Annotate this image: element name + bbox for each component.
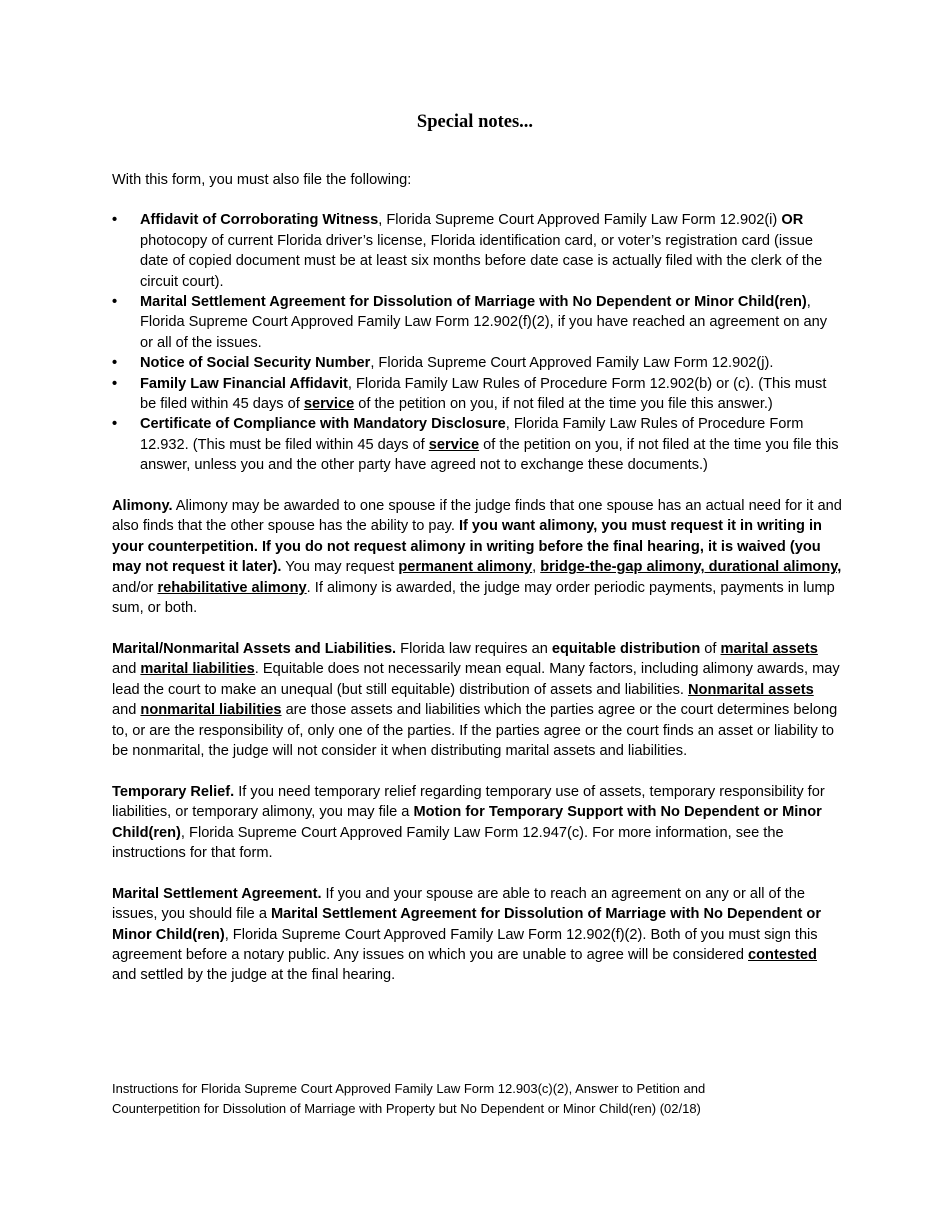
page-title: Special notes... — [416, 112, 534, 132]
footer-line: Instructions for Florida Supreme Court Approved Family Law Form 12.903(c)(2), Answer to Petition and — [112, 1081, 706, 1096]
marital-liabilities-link[interactable]: marital liabilities — [140, 661, 255, 678]
section-text: . Equitable does not necessarily mean equal. Many factors, including alimony awards, may lead the court to make an unequal (but still equitable) distribution of assets and liabilities. — [112, 661, 840, 698]
item-text: , Florida Supreme Court Approved Family Law Form 12.902(i) — [378, 212, 782, 229]
section-heading: Marital/Nonmarital Assets and Liabilities. — [112, 640, 397, 657]
nonmarital-liabilities-link[interactable]: nonmarital liabilities — [140, 702, 282, 719]
bullet-icon: • — [112, 212, 118, 229]
section-heading: Temporary Relief. — [112, 783, 235, 800]
section-text: , — [532, 559, 541, 576]
list-item-financial-affidavit — [112, 374, 842, 415]
section-text: , Florida Supreme Court Approved Family Law Form 12.902(f)(2). Both of you must sign this agreement before a notary public. Any issues on which you are unable to agree will be considered — [112, 926, 818, 963]
section-text: and — [112, 702, 141, 719]
item-title: Family Law Financial Affidavit — [140, 375, 348, 392]
section-text: of — [700, 640, 721, 657]
section-text: Alimony may be awarded to one spouse if the judge finds that one spouse has an actual need for it and also finds that the other spouse has the ability to pay. — [112, 498, 842, 535]
bullet-icon: • — [112, 375, 118, 392]
section-text: , Florida Supreme Court Approved Family Law Form 12.947(c). For more information, see the instructions for that form. — [112, 824, 784, 861]
bullet-icon: • — [112, 355, 118, 372]
alimony-section — [112, 496, 842, 618]
contested-link[interactable]: contested — [748, 946, 817, 963]
section-text: and/or — [112, 579, 158, 596]
item-text: , Florida Family Law Rules of Procedure Form 12.932. (This must be filed within 45 days of — [140, 416, 804, 453]
permanent-alimony-link[interactable]: permanent alimony — [398, 559, 533, 576]
section-text: If you need temporary relief regarding temporary use of assets, temporary responsibility for liabilities, or temporary alimony, you may file a — [112, 783, 825, 821]
list-item-settlement-agreement — [112, 292, 842, 353]
temporary-relief-section — [112, 782, 842, 864]
item-text: photocopy of current Florida driver’s license, Florida identification card, or voter’s registration card (issue date of copied document must be at least six months before date case is actually filed with the clerk of the circuit court). — [140, 232, 823, 290]
item-text: , Florida Supreme Court Approved Family Law Form 12.902(f)(2), if you have reached an agreement on any or all of the issues. — [140, 294, 828, 351]
document-body — [112, 170, 842, 1006]
section-emphasis: Motion for Temporary Support with No Dependent or Minor Child(ren) — [112, 804, 822, 841]
item-text: of the petition on you, if not filed at the time you file this answer.) — [354, 396, 773, 413]
item-title: Affidavit of Corroborating Witness — [140, 212, 379, 229]
section-emphasis: equitable distribution — [551, 640, 701, 657]
list-item-corroborating-witness — [112, 210, 842, 292]
section-text: and — [112, 661, 141, 678]
bullet-icon: • — [112, 416, 118, 433]
section-emphasis: Marital Settlement Agreement for Dissolution of Marriage with No Dependent or Minor Child(ren) — [112, 906, 822, 943]
item-title: Notice of Social Security Number — [140, 355, 371, 372]
section-text: and settled by the judge at the final hearing. — [112, 967, 396, 984]
marital-assets-link[interactable]: marital assets — [720, 640, 818, 657]
rehabilitative-alimony-link[interactable]: rehabilitative alimony — [157, 579, 307, 596]
required-filings-list — [112, 210, 842, 475]
item-text: , Florida Family Law Rules of Procedure Form 12.902(b) or (c). (This must be filed within 45 days of — [140, 375, 827, 413]
item-or-emphasis: OR — [781, 212, 804, 229]
bullet-icon: • — [112, 294, 118, 311]
section-text: If you and your spouse are able to reach an agreement on any or all of the issues, you should file a — [112, 885, 806, 923]
section-text: . If alimony is awarded, the judge may order periodic payments, payments in lump sum, or both. — [112, 579, 835, 617]
settlement-agreement-section — [112, 884, 842, 986]
item-title: Marital Settlement Agreement for Dissolution of Marriage with No Dependent or Minor Child(ren) — [140, 294, 807, 311]
section-emphasis: If you want alimony, you must request it in writing in your counterpetition. If you do not request alimony in writing before the final hearing, it is waived (you may not request it later). — [112, 518, 822, 576]
assets-section — [112, 639, 842, 761]
nonmarital-assets-link[interactable]: Nonmarital assets — [687, 681, 814, 698]
list-item-social-security — [112, 353, 842, 373]
section-text: Florida law requires an — [396, 640, 552, 657]
item-text: , Florida Supreme Court Approved Family Law Form 12.902(j). — [370, 355, 774, 372]
bridge-durational-alimony-link[interactable]: bridge-the-gap alimony, durational alimony, — [540, 559, 842, 576]
item-text: of the petition on you, if not filed at the time you file this answer, unless you and the other party have agreed not to exchange these documents.) — [140, 436, 839, 474]
service-link[interactable]: service — [303, 396, 355, 413]
service-link[interactable]: service — [428, 436, 480, 453]
section-text: are those assets and liabilities which the parties agree or the court determines belong to, or are the responsibility of, only one of the parties. If the parties agree or the court finds an asset or liability to be nonmarital, the judge will not consider it when distributing marital assets and liabilities. — [112, 702, 838, 759]
intro-text: With this form, you must also file the following: — [112, 172, 412, 188]
footer-line: Counterpetition for Dissolution of Marriage with Property but No Dependent or Minor Child(ren) (02/18) — [112, 1101, 701, 1116]
item-title: Certificate of Compliance with Mandatory Disclosure — [140, 416, 506, 433]
section-text: You may request — [281, 559, 399, 576]
list-item-compliance-certificate — [112, 414, 842, 475]
page-footer — [112, 1079, 842, 1119]
section-heading: Marital Settlement Agreement. — [112, 885, 322, 902]
section-heading: Alimony. — [112, 498, 173, 515]
